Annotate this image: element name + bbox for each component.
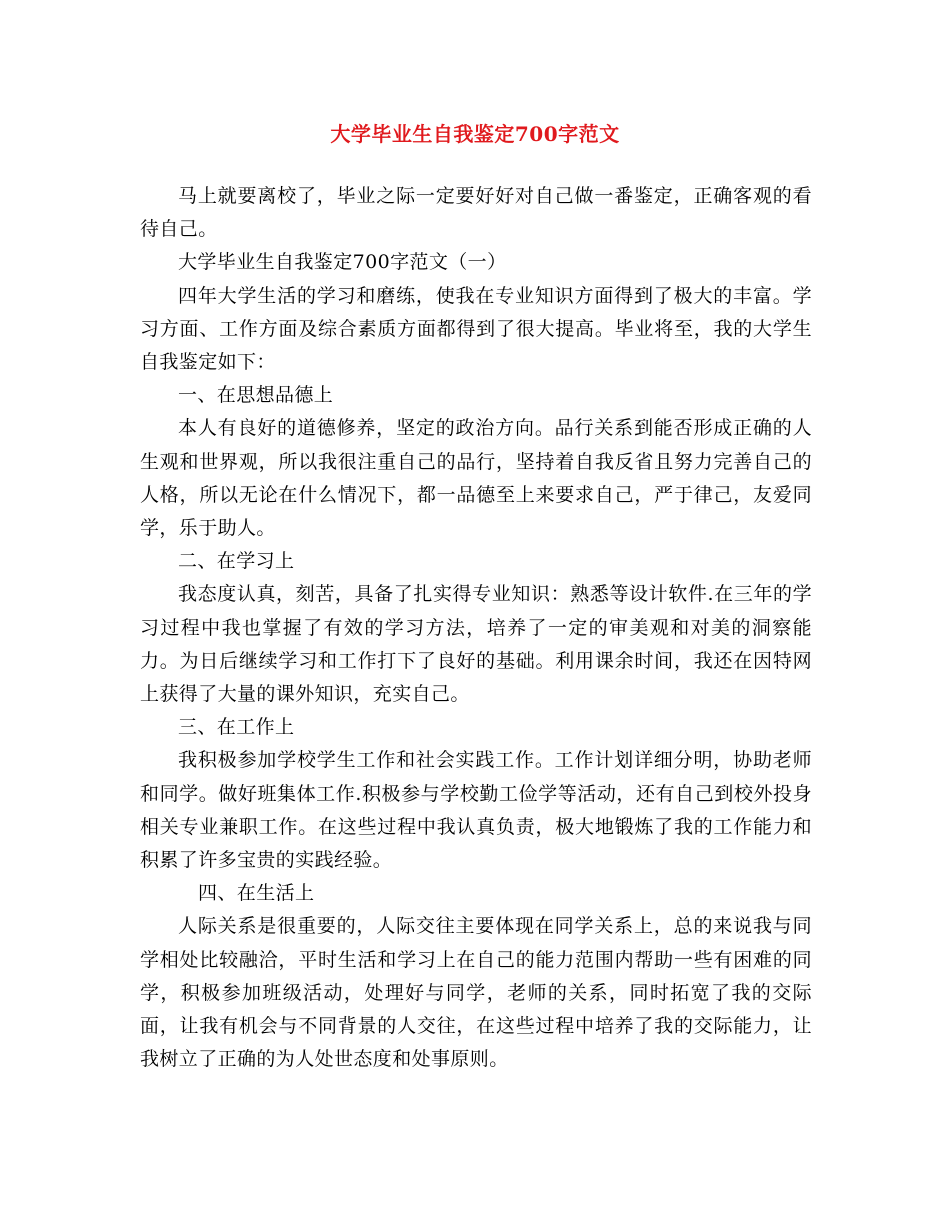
work-paragraph: 我积极参加学校学生工作和社会实践工作。工作计划详细分明，协助老师和同学。做好班集体工作.积极参与学校勤工俭学等活动，还有自己到校外投身相关专业兼职工作。在这些过程中我认真负责，极大地锻炼了我的工作能力和积累了许多宝贵的实践经验。: [140, 749, 812, 872]
life-paragraph: 人际关系是很重要的，人际交往主要体现在同学关系上，总的来说我与同学相处比较融洽，平时生活和学习上在自己的能力范围内帮助一些有困难的同学，积极参加班级活动，处理好与同学，老师的关系，同时拓宽了我的交际面，让我有机会与不同背景的人交往，在这些过程中培养了我的交际能力，让我树立了正确的为人处世态度和处事原则。: [140, 915, 812, 1071]
overview-paragraph: 四年大学生活的学习和磨练，使我在专业知识方面得到了极大的丰富。学习方面、工作方面及综合素质方面都得到了很大提高。毕业将至，我的大学生自我鉴定如下：: [140, 284, 812, 374]
sample-heading: 大学毕业生自我鉴定700字范文（一）: [178, 251, 507, 274]
document-title: 大学毕业生自我鉴定700字范文: [330, 122, 620, 146]
section-heading-morality: 一、在思想品德上: [178, 384, 334, 407]
study-paragraph: 我态度认真，刻苦，具备了扎实得专业知识：熟悉等设计软件.在三年的学习过程中我也掌握了有效的学习方法，培养了一定的审美观和对美的洞察能力。为日后继续学习和工作打下了良好的基础。利用课余时间，我还在因特网上获得了大量的课外知识，充实自己。: [140, 583, 812, 706]
section-heading-life: 四、在生活上: [198, 882, 315, 905]
section-heading-study: 二、在学习上: [178, 550, 295, 573]
morality-paragraph: 本人有良好的道德修养，坚定的政治方向。品行关系到能否形成正确的人生观和世界观，所以我很注重自己的品行，坚持着自我反省且努力完善自己的人格，所以无论在什么情况下，都一品德至上来要求自己，严于律己，友爱同学，乐于助人。: [140, 417, 812, 540]
section-heading-work: 三、在工作上: [178, 716, 295, 739]
document-body: [140, 180, 812, 1076]
intro-paragraph: 马上就要离校了，毕业之际一定要好好对自己做一番鉴定，正确客观的看待自己。: [140, 185, 812, 241]
